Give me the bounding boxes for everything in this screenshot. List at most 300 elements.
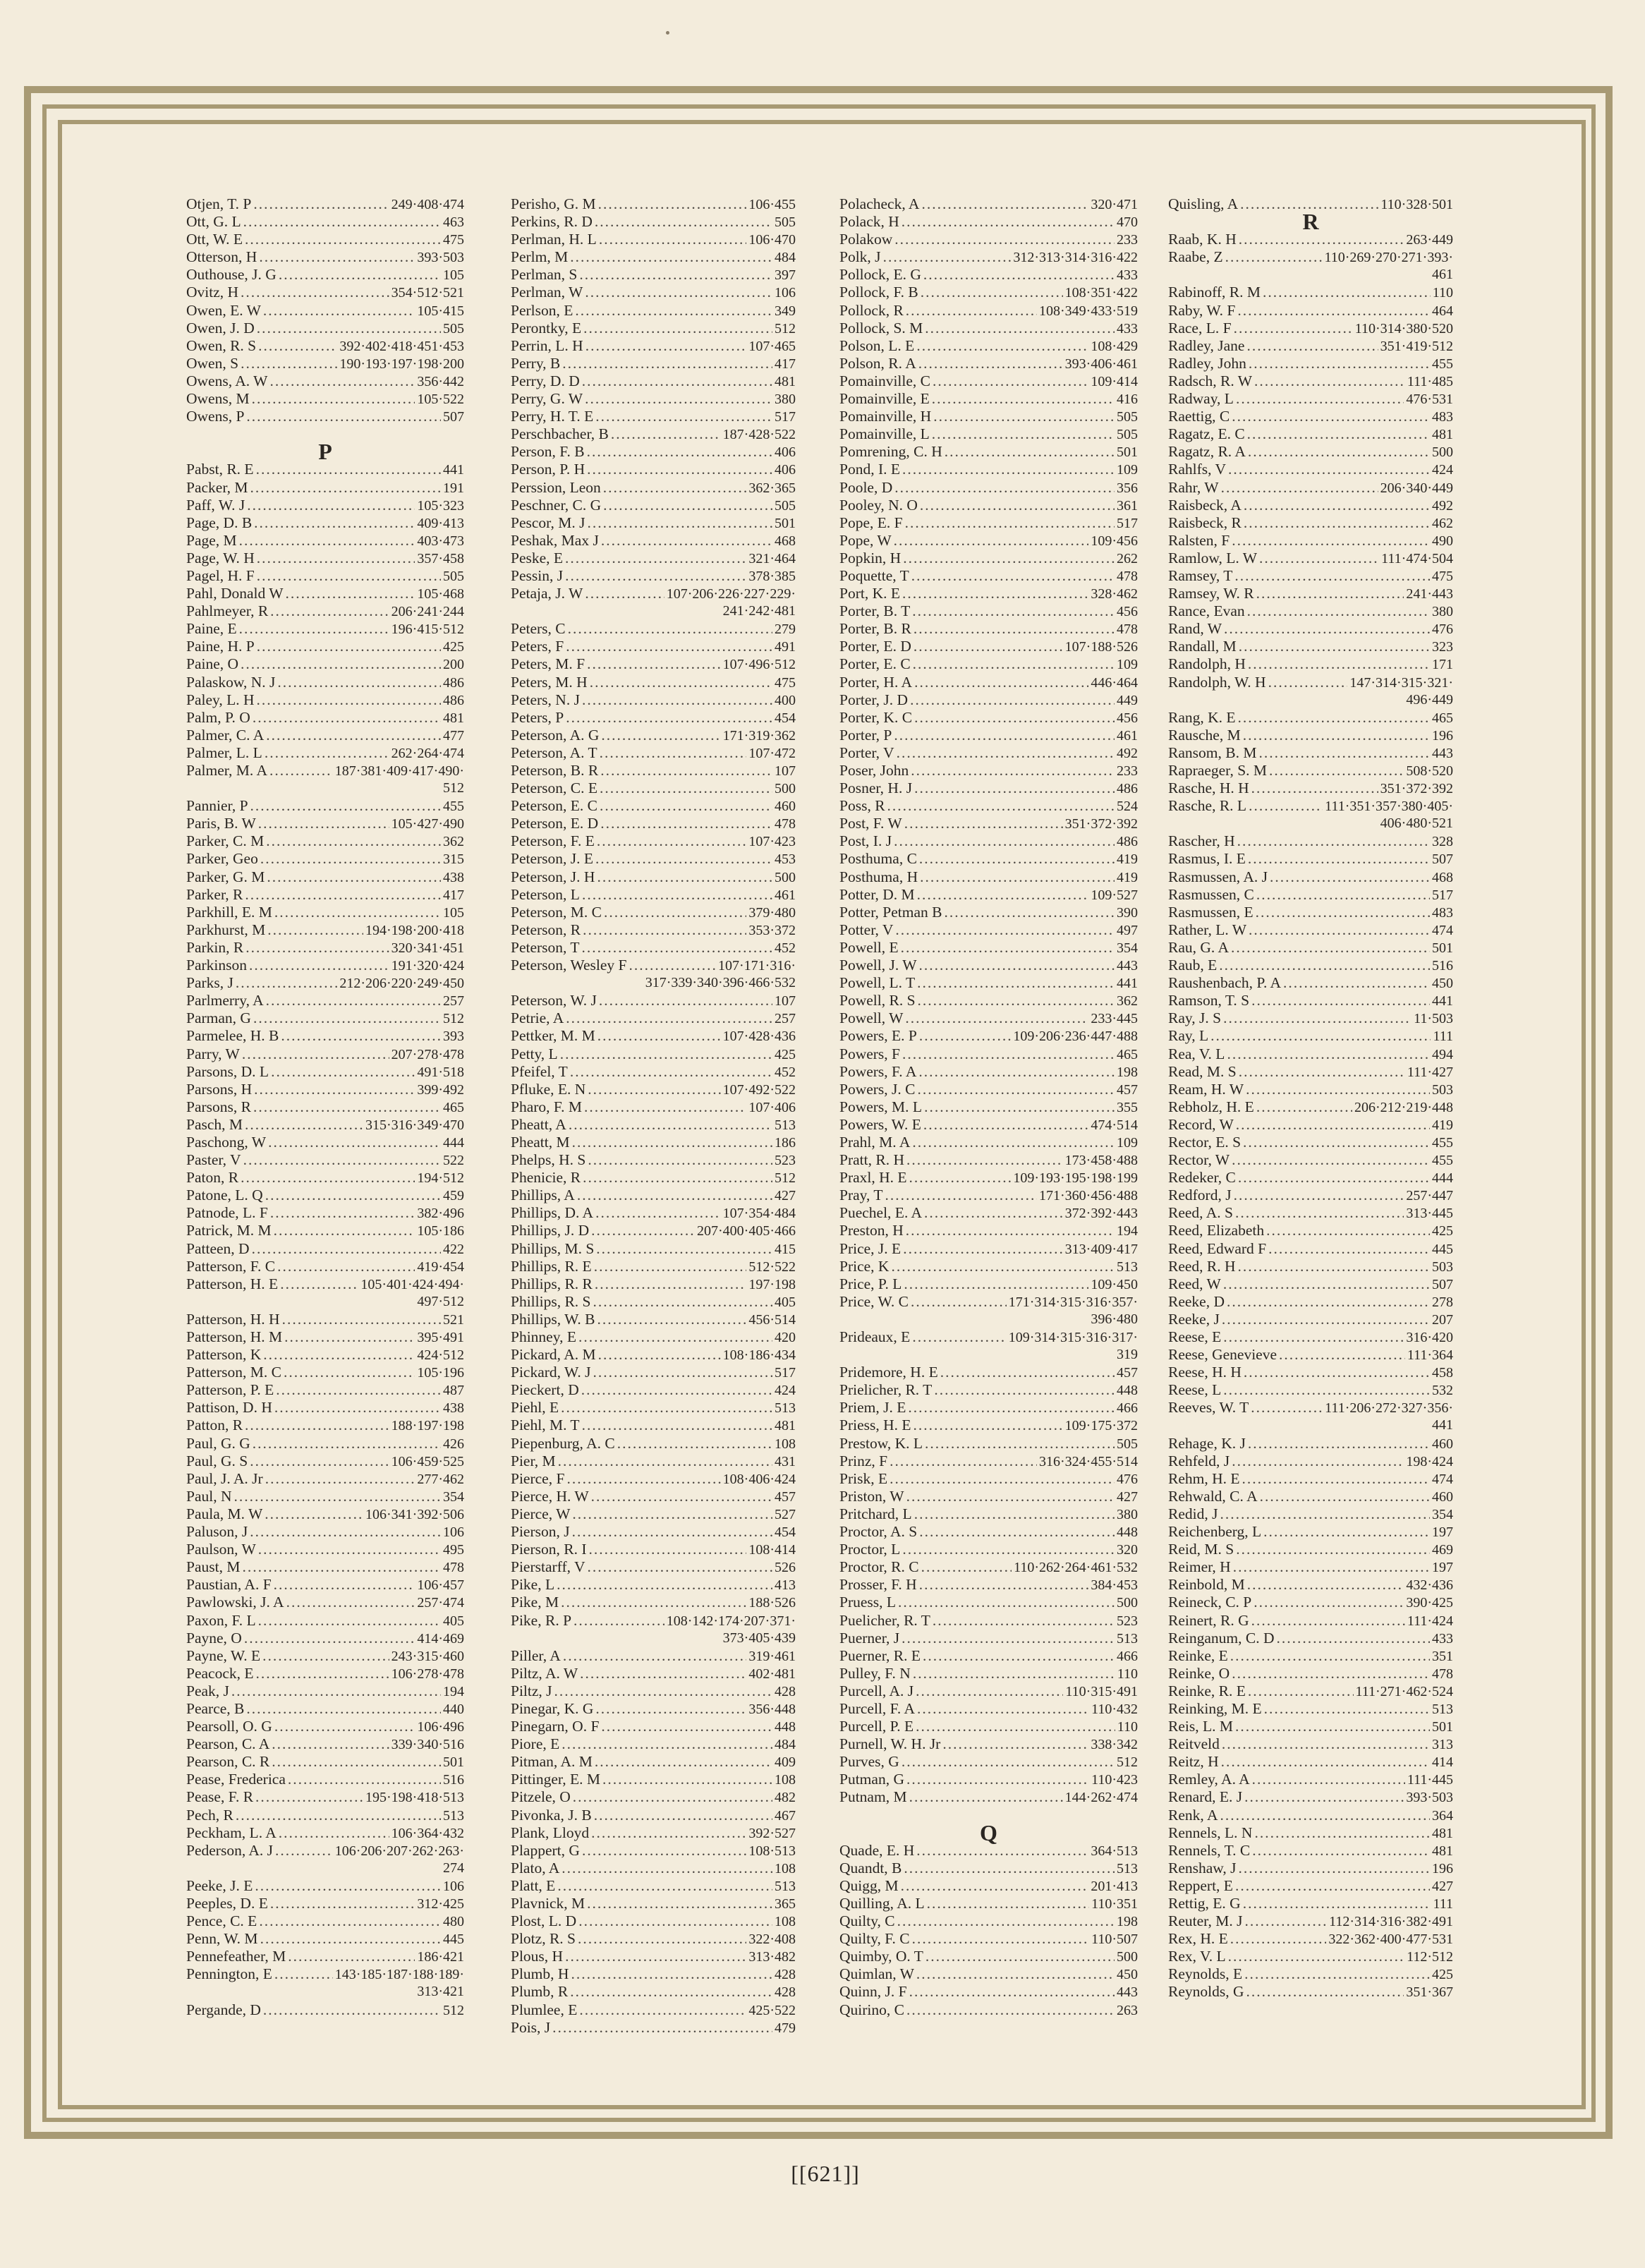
entry-name: Pabst, R. E <box>186 461 254 478</box>
entry-pages: 111·445 <box>1407 1772 1453 1788</box>
dot-leader <box>274 1718 415 1735</box>
index-entry <box>511 1151 796 1169</box>
entry-pages: 441 <box>443 462 464 478</box>
dot-leader <box>597 1027 721 1045</box>
entry-pages: 108 <box>775 1914 796 1930</box>
dot-leader <box>911 567 1115 585</box>
dot-leader <box>260 1930 441 1948</box>
entry-name: Polack, H <box>839 213 899 231</box>
entry-name: Plumb, R <box>511 1983 569 2001</box>
index-entry <box>1168 886 1453 904</box>
entry-pages: 197·198 <box>748 1276 796 1292</box>
dot-leader <box>573 1788 772 1806</box>
entry-pages: 315·316·349·470 <box>365 1117 464 1133</box>
entry-pages: 109·314·315·316·317· <box>1008 1330 1138 1345</box>
index-entry <box>186 550 464 567</box>
index-entry <box>1168 1824 1453 1842</box>
index-entry <box>839 1895 1138 1912</box>
index-entry <box>839 195 1138 213</box>
dot-leader <box>911 762 1115 780</box>
entry-name: Perlson, E <box>511 301 573 319</box>
entry-pages: 512 <box>775 1170 796 1187</box>
entry-name: Parkhurst, M <box>186 921 266 938</box>
entry-name: Pomainville, E <box>839 390 930 408</box>
entry-name: Potter, V <box>839 921 894 938</box>
entry-name: Parkin, R <box>186 938 244 956</box>
entry-name: Parmelee, H. B <box>186 1027 279 1045</box>
dot-leader <box>1221 1753 1430 1771</box>
index-entry <box>511 1718 796 1735</box>
dot-leader <box>591 1824 746 1842</box>
entry-pages: 279 <box>775 621 796 638</box>
entry-name: Pollock, R <box>839 301 904 319</box>
dot-leader <box>916 1718 1115 1735</box>
entry-pages: 492 <box>1117 745 1138 761</box>
index-entry <box>186 231 464 248</box>
dot-leader <box>897 1912 1115 1930</box>
index-entry <box>511 1558 796 1576</box>
entry-pages: 469 <box>1432 1542 1453 1558</box>
entry-pages: 198 <box>1117 1064 1138 1080</box>
entry-name: Pannier, P <box>186 797 248 815</box>
entry-pages: 194·512 <box>417 1170 464 1187</box>
index-entry <box>839 372 1138 390</box>
entry-pages: 505 <box>1117 409 1138 425</box>
index-entry <box>1168 1930 1453 1948</box>
index-entry <box>511 550 796 567</box>
dot-leader <box>920 497 1115 514</box>
entry-name: Palaskow, N. J <box>186 673 276 691</box>
entry-name: Puerner, R. E <box>839 1647 921 1664</box>
index-entry <box>511 1364 796 1381</box>
entry-pages: 405 <box>775 1294 796 1310</box>
entry-name: Purnell, W. H. Jr <box>839 1735 941 1753</box>
dot-leader <box>587 655 721 673</box>
index-entry <box>511 762 796 780</box>
entry-name: Record, W <box>1168 1115 1234 1133</box>
entry-pages: 196 <box>1432 727 1453 744</box>
entry-name: Pruess, L <box>839 1594 897 1611</box>
entry-name: Raettig, C <box>1168 408 1230 425</box>
index-entry <box>186 709 464 727</box>
entry-name: Porter, V <box>839 744 894 761</box>
entry-pages: 320 <box>1117 1542 1138 1558</box>
entry-pages: 457 <box>1117 1081 1138 1098</box>
index-entry <box>186 602 464 620</box>
entry-pages: 196 <box>1432 1860 1453 1876</box>
entry-name: Reuter, M. J <box>1168 1912 1243 1930</box>
dot-leader <box>1221 479 1378 497</box>
entry-pages: 425 <box>443 639 464 655</box>
entry-name: Palmer, L. L <box>186 744 262 761</box>
index-entry <box>1168 1222 1453 1239</box>
dot-leader <box>595 1700 746 1718</box>
entry-name: Ramson, T. S <box>1168 992 1250 1009</box>
entry-name: Pieckert, D <box>511 1381 579 1399</box>
index-entry <box>186 1116 464 1134</box>
entry-pages: 428 <box>775 1984 796 2001</box>
entry-pages: 390·425 <box>1406 1595 1453 1611</box>
entry-name: Peterson, C. E <box>511 780 598 797</box>
entry-pages: 479 <box>775 2020 796 2036</box>
dot-leader <box>940 1364 1115 1381</box>
entry-pages: 448 <box>1117 1383 1138 1399</box>
entry-name: Parker, C. M <box>186 832 265 850</box>
entry-name: Reed, Edward F <box>1168 1239 1267 1257</box>
dot-leader <box>253 709 441 727</box>
entry-name: Pray, T <box>839 1187 883 1204</box>
index-entry <box>1168 1381 1453 1399</box>
index-entry <box>186 921 464 939</box>
entry-pages: 476·531 <box>1406 392 1453 408</box>
entry-pages: 456 <box>1117 710 1138 726</box>
dot-leader <box>231 1682 441 1700</box>
dot-leader <box>914 1505 1115 1523</box>
dot-leader <box>588 1558 773 1576</box>
index-entry <box>186 1240 464 1258</box>
entry-pages: 462 <box>1432 515 1453 531</box>
dot-leader <box>260 850 441 868</box>
entry-name: Peters, F <box>511 638 564 655</box>
dot-leader <box>1232 1453 1404 1470</box>
entry-name: Plank, Lloyd <box>511 1824 590 1841</box>
entry-pages: 362 <box>443 834 464 850</box>
entry-pages: 465 <box>443 1099 464 1115</box>
index-entry <box>839 1275 1138 1293</box>
entry-name: Ramsey, T <box>1168 566 1233 584</box>
dot-leader <box>912 1328 1006 1346</box>
entry-name: Posthuma, H <box>839 868 918 885</box>
dot-leader <box>565 550 746 567</box>
index-entry <box>839 1134 1138 1151</box>
index-entry <box>511 1293 796 1311</box>
dot-leader <box>1251 1399 1323 1417</box>
entry-name: Parman, G <box>186 1009 251 1027</box>
index-entry <box>839 2001 1138 2019</box>
index-entry <box>839 939 1138 957</box>
dot-leader <box>263 2001 441 2019</box>
index-entry <box>1168 957 1453 974</box>
index-entry <box>839 1912 1138 1930</box>
entry-pages: 483 <box>1432 904 1453 921</box>
entry-pages: 500 <box>1117 1595 1138 1611</box>
dot-leader <box>585 284 772 301</box>
dot-leader <box>582 1417 772 1434</box>
index-entry <box>1168 302 1453 320</box>
entry-name: Pfeifel, T <box>511 1062 568 1080</box>
entry-pages: 478 <box>775 816 796 832</box>
entry-pages: 457 <box>1117 1365 1138 1381</box>
dot-leader <box>582 691 772 709</box>
entry-name: Raisbeck, A <box>1168 496 1242 514</box>
entry-name: Parkhill, E. M <box>186 903 272 921</box>
dot-leader <box>1235 1877 1430 1895</box>
index-entry <box>511 1063 796 1081</box>
entry-pages: 460 <box>1432 1436 1453 1452</box>
dot-leader <box>554 1682 772 1700</box>
entry-name: Peshak, Max J <box>511 531 599 549</box>
dot-leader <box>252 390 415 408</box>
index-entry <box>186 1204 464 1222</box>
entry-pages: 512 <box>443 1011 464 1027</box>
entry-pages: 362 <box>1117 993 1138 1009</box>
dot-leader <box>600 797 772 815</box>
index-entry <box>186 1788 464 1806</box>
index-entry <box>1168 1576 1453 1594</box>
index-entry <box>511 1417 796 1434</box>
dot-leader <box>925 1948 1115 1965</box>
dot-leader <box>1256 904 1430 921</box>
index-entry <box>186 832 464 850</box>
entry-pages: 487 <box>443 1383 464 1399</box>
dot-leader <box>1247 602 1430 620</box>
dot-leader <box>917 1700 1089 1718</box>
index-entry <box>839 425 1138 443</box>
entry-pages: 186·421 <box>417 1949 464 1965</box>
entry-pages: 105·522 <box>417 392 464 408</box>
dot-leader <box>566 1009 772 1027</box>
entry-name: Peterson, J. H <box>511 868 595 885</box>
index-entry <box>511 691 796 709</box>
index-entry <box>186 1364 464 1381</box>
entry-pages: 188·197·198 <box>391 1418 464 1434</box>
index-entry <box>511 1204 796 1222</box>
dot-leader <box>913 1665 1115 1682</box>
dot-leader <box>258 1541 441 1558</box>
entry-pages: 171·314·315·316·357· <box>1008 1294 1138 1310</box>
dot-leader <box>557 1576 772 1594</box>
dot-leader <box>1249 921 1430 939</box>
dot-leader <box>236 974 337 992</box>
index-entry <box>839 886 1138 904</box>
entry-name: Rennels, L. N <box>1168 1824 1253 1841</box>
entry-name: Price, P. L <box>839 1275 902 1292</box>
index-entry <box>511 1470 796 1488</box>
index-entry <box>1168 1258 1453 1275</box>
dot-leader <box>250 1453 389 1470</box>
entry-pages: 428 <box>775 1967 796 1983</box>
entry-name: Rang, K. E <box>1168 708 1236 726</box>
entry-pages-continued: 396·480 <box>1091 1311 1138 1327</box>
entry-pages: 512 <box>1117 1754 1138 1771</box>
entry-name: Parsons, R <box>186 1098 251 1115</box>
index-entry <box>186 1576 464 1594</box>
entry-pages: 501 <box>1117 444 1138 461</box>
entry-pages: 257·447 <box>1406 1188 1453 1204</box>
index-entry <box>186 744 464 762</box>
entry-pages: 319·461 <box>748 1648 796 1664</box>
dot-leader <box>266 832 441 850</box>
entry-pages: 465 <box>1117 1046 1138 1062</box>
entry-name: Prielicher, R. T <box>839 1381 933 1399</box>
dot-leader <box>270 1895 415 1912</box>
entry-pages: 477 <box>443 727 464 744</box>
entry-pages: 201·413 <box>1091 1878 1138 1894</box>
dot-leader <box>562 1735 772 1753</box>
entry-name: Porter, B. T <box>839 602 911 620</box>
dot-leader <box>279 266 441 284</box>
index-entry <box>186 939 464 957</box>
index-entry <box>511 390 796 408</box>
index-entry <box>839 691 1138 709</box>
entry-name: Ott, G. L <box>186 213 241 231</box>
entry-pages: 505 <box>443 320 464 336</box>
dot-leader <box>912 1930 1089 1948</box>
dot-leader <box>579 2001 746 2019</box>
entry-name: Priem, J. E <box>839 1399 906 1417</box>
entry-pages: 481 <box>443 710 464 726</box>
dot-leader <box>588 1151 772 1169</box>
dot-leader <box>588 1081 720 1098</box>
index-entry <box>186 2001 464 2019</box>
entry-pages: 406 <box>775 462 796 478</box>
entry-name: Pence, C. E <box>186 1912 257 1930</box>
entry-pages: 466 <box>1117 1648 1138 1664</box>
entry-name: Reese, H. H <box>1168 1364 1242 1381</box>
index-entry <box>839 1081 1138 1098</box>
dot-leader <box>600 780 772 797</box>
dot-leader <box>245 886 441 904</box>
entry-name: Paulson, W <box>186 1541 256 1558</box>
entry-name: Rea, V. L <box>1168 1045 1225 1062</box>
dot-leader <box>913 638 1063 655</box>
index-entry <box>1168 1488 1453 1505</box>
index-entry <box>511 2001 796 2019</box>
dot-leader <box>902 1630 1115 1647</box>
entry-name: Pike, L <box>511 1576 555 1594</box>
index-entry <box>1168 1098 1453 1116</box>
dot-leader <box>578 1328 772 1346</box>
entry-name: Parsons, H <box>186 1080 253 1098</box>
dot-leader <box>1247 1576 1404 1594</box>
index-entry <box>1168 1558 1453 1576</box>
index-entry <box>186 1081 464 1098</box>
entry-name: Owens, A. W <box>186 372 268 389</box>
entry-name: Paine, H. P <box>186 638 255 655</box>
entry-name: Pagel, H. F <box>186 566 255 584</box>
dot-leader <box>918 355 1063 372</box>
entry-pages: 106·364·432 <box>391 1825 464 1841</box>
entry-name: Pederson, A. J <box>186 1841 274 1859</box>
dot-leader <box>1243 1134 1430 1151</box>
dot-leader <box>1234 567 1430 585</box>
dot-leader <box>901 939 1115 957</box>
entry-name: Pollock, S. M <box>839 319 923 336</box>
dot-leader <box>1224 620 1430 638</box>
dot-leader <box>1239 638 1430 655</box>
entry-pages: 109·450 <box>1091 1276 1138 1292</box>
entry-name: Perschbacher, B <box>511 425 609 443</box>
entry-name: Paschong, W <box>186 1133 267 1151</box>
entry-pages: 399·492 <box>417 1081 464 1098</box>
entry-pages: 351·372·392 <box>1064 816 1138 832</box>
entry-pages: 390 <box>1117 904 1138 921</box>
dot-leader <box>268 1134 441 1151</box>
dot-leader <box>281 1027 441 1045</box>
dot-leader <box>895 921 1115 939</box>
entry-name: Paff, W. J <box>186 496 245 514</box>
dot-leader <box>1233 1558 1430 1576</box>
entry-name: Patterson, H. H <box>186 1310 280 1328</box>
dot-leader <box>566 1470 720 1488</box>
entry-pages: 449 <box>1117 692 1138 708</box>
entry-name: Piller, A <box>511 1647 561 1664</box>
section-letter: R <box>1302 209 1319 235</box>
entry-pages: 107·423 <box>748 834 796 850</box>
dot-leader <box>1235 1204 1404 1222</box>
dot-leader <box>917 886 1089 904</box>
entry-pages: 197 <box>1432 1524 1453 1541</box>
dot-leader <box>617 1435 772 1453</box>
index-entry <box>511 1665 796 1682</box>
entry-name: Reinke, O <box>1168 1664 1230 1682</box>
entry-name: Penn, W. M <box>186 1930 258 1948</box>
entry-pages: 481 <box>775 1418 796 1434</box>
index-entry <box>839 1151 1138 1169</box>
dot-leader <box>583 1169 772 1187</box>
entry-name: Parker, R <box>186 885 243 903</box>
entry-name: Ray, L <box>1168 1027 1209 1045</box>
entry-pages: 354 <box>1432 1506 1453 1522</box>
entry-pages: 262·264·474 <box>391 745 464 761</box>
dot-leader <box>250 797 441 815</box>
entry-name: Peterson, E. D <box>511 815 599 832</box>
dot-leader <box>916 1682 1063 1700</box>
page-speck <box>666 31 669 35</box>
index-entry <box>186 337 464 355</box>
entry-name: Pike, R. P <box>511 1611 572 1629</box>
dot-leader <box>236 1807 441 1824</box>
entry-name: Plato, A <box>511 1859 560 1876</box>
entry-pages: 110·507 <box>1091 1932 1138 1948</box>
entry-pages: 419 <box>1432 1117 1453 1133</box>
dot-leader <box>1220 1505 1430 1523</box>
entry-name: Pollock, F. B <box>839 284 918 301</box>
entry-name: Puechel, E. A <box>839 1204 923 1222</box>
index-entry <box>186 1381 464 1399</box>
index-columns <box>0 195 1645 2100</box>
entry-name: Powers, J. C <box>839 1080 916 1098</box>
entry-name: Pessin, J <box>511 566 564 584</box>
entry-name: Randall, M <box>1168 638 1237 655</box>
entry-pages: 475 <box>1432 568 1453 584</box>
dot-leader <box>565 567 746 585</box>
entry-pages: 107·188·526 <box>1064 639 1138 655</box>
index-entry <box>839 390 1138 408</box>
entry-pages: 109·527 <box>1091 887 1138 903</box>
entry-name: Patnode, L. F <box>186 1204 268 1222</box>
index-entry <box>1168 1240 1453 1258</box>
index-entry <box>186 1275 464 1293</box>
entry-pages: 108·142·174·207·371· <box>666 1613 796 1629</box>
entry-name: Petty, L <box>511 1045 558 1062</box>
index-entry <box>1168 921 1453 939</box>
entry-name: Pharo, F. M <box>511 1098 583 1115</box>
dot-leader <box>575 302 772 320</box>
page-number: [[621]] <box>791 2161 860 2186</box>
entry-name: Porter, J. D <box>839 691 909 708</box>
entry-name: Rabinoff, R. M <box>1168 284 1261 301</box>
entry-pages: 354 <box>443 1488 464 1505</box>
index-entry <box>511 1381 796 1399</box>
index-entry <box>1168 727 1453 744</box>
entry-name: Priston, W <box>839 1487 904 1505</box>
entry-pages: 110 <box>1117 1666 1138 1682</box>
entry-pages: 107 <box>775 763 796 779</box>
entry-name: Purcell, F. A <box>839 1699 915 1717</box>
entry-name: Piehl, E <box>511 1399 559 1417</box>
dot-leader <box>903 550 1115 567</box>
